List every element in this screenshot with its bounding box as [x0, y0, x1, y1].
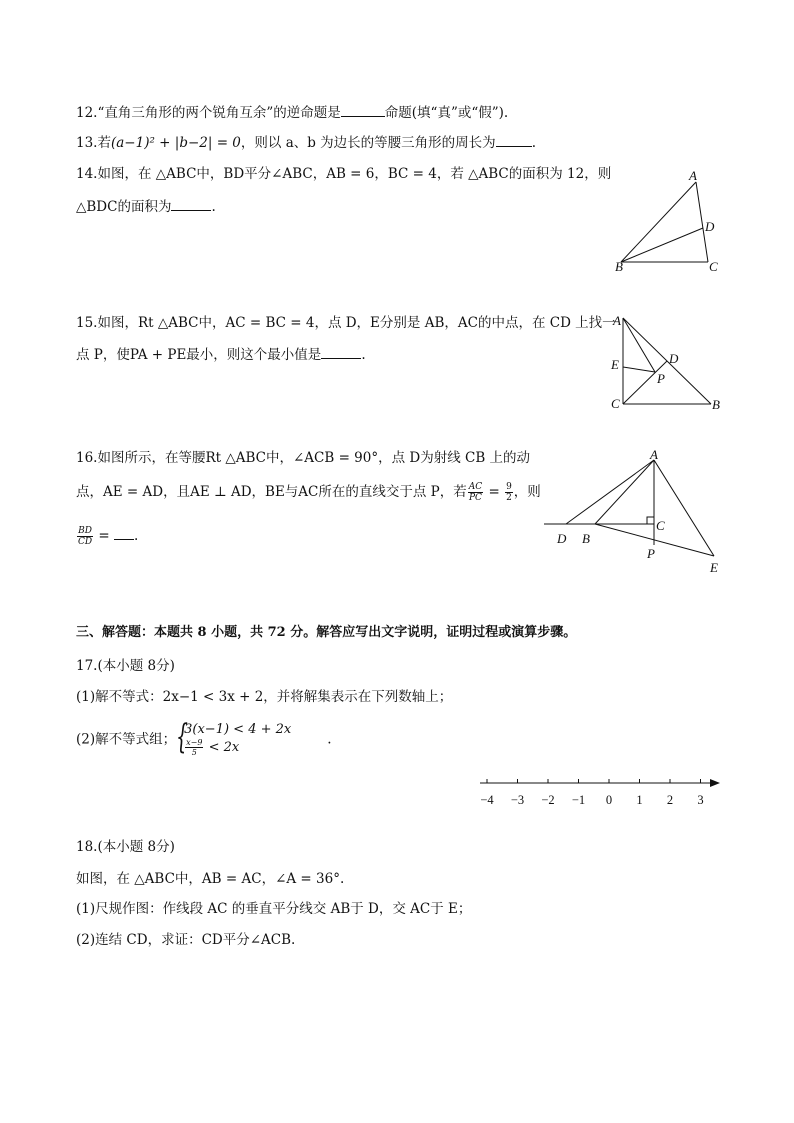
q15-line2 [76, 346, 366, 364]
q13-prefix: 13.若 [76, 135, 111, 151]
q16-ratio-numerator: AC [468, 482, 483, 492]
q17-axis-tick-label: 1 [636, 793, 643, 807]
q16-equals: = [484, 484, 505, 500]
q17-axis-tick-label: −4 [480, 793, 494, 807]
q17-part2-text: (2)解不等式组； [76, 731, 177, 748]
q16-ratio-bd-cd [77, 526, 93, 547]
q17-title: 17.(本小题 8分) [76, 658, 175, 674]
q16-label-a: A [650, 448, 658, 462]
q13-line [76, 134, 536, 152]
q14-segment-bd [621, 228, 703, 262]
q13-answer-blank[interactable] [496, 134, 532, 147]
q14-answer-blank[interactable] [171, 198, 211, 211]
q16-ratio-denominator: PC [468, 493, 482, 503]
section3-heading: 三、解答题：本题共 8 小题，共 72 分。解答应写出文字说明，证明过程或演算步骤。 [76, 625, 577, 640]
q17-end: . [327, 731, 332, 748]
q17-fraction-numerator: x−9 [186, 738, 203, 747]
q16-label-d: D [557, 531, 567, 546]
q16-ratio-value [505, 482, 513, 503]
q15-label-b: B [712, 397, 720, 412]
q15-label-a: A [613, 313, 621, 328]
q16-right-angle-mark [647, 517, 654, 524]
q16-line2 [76, 482, 541, 503]
q12-text-b: 命题(填“真”或“假”). [384, 105, 509, 121]
q17-system-row2 [184, 738, 291, 757]
q15-end: . [361, 347, 366, 363]
q16-end: . [134, 528, 139, 544]
q16-answer-blank[interactable] [114, 527, 134, 540]
q13-end: . [531, 135, 536, 151]
q12-line [76, 104, 508, 122]
q16-line1: 16.如图所示，在等腰Rt △ABC中，∠ACB = 90°，点 D为射线 CB 上的动 [76, 450, 531, 466]
q17-fraction-denominator: 5 [191, 748, 197, 757]
q18-title: 18.(本小题 8分) [76, 839, 175, 855]
q15-label-p: P [657, 371, 665, 386]
q17-left-brace: { [176, 717, 189, 757]
q18-line1: 如图，在 △ABC中，AB = AC，∠A = 36°. [76, 871, 345, 887]
q17-system-row1: 3(x−1) < 4 + 2x [184, 722, 292, 737]
q17-axis-tick-label: 3 [697, 793, 704, 807]
q16-equals2: = [94, 528, 115, 544]
q16-segment-ad [566, 460, 654, 524]
q14-triangle-figure [605, 168, 735, 278]
q14-label-c: C [709, 259, 718, 274]
q16-label-b: B [582, 531, 590, 546]
q13-expression: (a−1)² + |b−2| = 0 [110, 135, 241, 151]
q14-end: . [211, 199, 216, 215]
q16-line3 [76, 526, 138, 547]
q15-line2-text: 点 P，使PA + PE最小，则这个最小值是 [76, 347, 322, 363]
q12-text-a: 12.“直角三角形的两个锐角互余”的逆命题是 [76, 105, 341, 121]
q17-axis-tick-label: 0 [605, 793, 613, 807]
q16-triangle-figure [540, 448, 730, 578]
q17-axis-tick-label: −2 [541, 793, 555, 807]
q16-line2a: 点，AE = AD，且AE ⊥ AD，BE与AC所在的直线交于点 P，若 [76, 484, 467, 500]
q12-answer-blank[interactable] [341, 104, 385, 117]
q14-label-a: A [689, 168, 697, 183]
q17-axis-tick-label: −3 [510, 793, 525, 807]
q14-label-d: D [705, 219, 715, 234]
q16-label-p: P [647, 546, 655, 561]
q16-value-denominator: 2 [506, 493, 512, 503]
q15-answer-blank[interactable] [321, 346, 361, 359]
q17-axis-arrow-icon [710, 779, 720, 787]
q15-line1: 15.如图，Rt △ABC中，AC = BC = 4，点 D，E分别是 AB，AC的中点，在 CD 上找一 [76, 315, 616, 331]
q15-label-e: E [611, 357, 619, 372]
q17-part1: (1)解不等式：2x−1 < 3x + 2，并将解集表示在下列数轴上； [76, 689, 453, 705]
q16-cd-denominator: CD [78, 537, 93, 547]
q17-part2 [76, 717, 332, 757]
q13-mid: ，则以 a、b 为边长的等腰三角形的周长为 [240, 135, 496, 151]
q15-label-c: C [611, 396, 620, 411]
q14-line1: 14.如图，在 △ABC中，BD平分∠ABC，AB = 6，BC = 4，若 △ABC的面积为 12，则 [76, 166, 612, 182]
q14-label-b: B [615, 259, 623, 274]
q15-label-d: D [669, 351, 679, 366]
q17-axis-tick-label: −1 [571, 793, 586, 807]
q17-axis-tick-label: 2 [666, 793, 674, 807]
q16-line2b: ，则 [513, 484, 541, 500]
q14-line2 [76, 198, 216, 216]
q16-segment-ae [654, 460, 714, 556]
q14-line2-text: △BDC的面积为 [76, 199, 172, 215]
q16-segment-ab [595, 460, 654, 524]
q16-bd-numerator: BD [78, 526, 92, 536]
q15-triangle-figure [605, 310, 730, 415]
q17-inequality-system [176, 717, 292, 757]
q18-part2: (2)连结 CD，求证：CD平分∠ACB. [76, 932, 296, 948]
q17-row2-tail: < 2x [208, 740, 240, 755]
q17-number-line[interactable] [470, 770, 730, 812]
q16-value-numerator: 9 [506, 482, 512, 492]
q18-part1: (1)尺规作图：作线段 AC 的垂直平分线交 AB于 D，交 AC于 E； [76, 901, 472, 917]
q16-label-e: E [710, 560, 718, 575]
q14-segment-ba [621, 182, 696, 262]
q16-ratio-ac-pc [468, 482, 483, 503]
q16-label-c: C [656, 518, 665, 533]
q15-segment-pe [623, 367, 655, 372]
